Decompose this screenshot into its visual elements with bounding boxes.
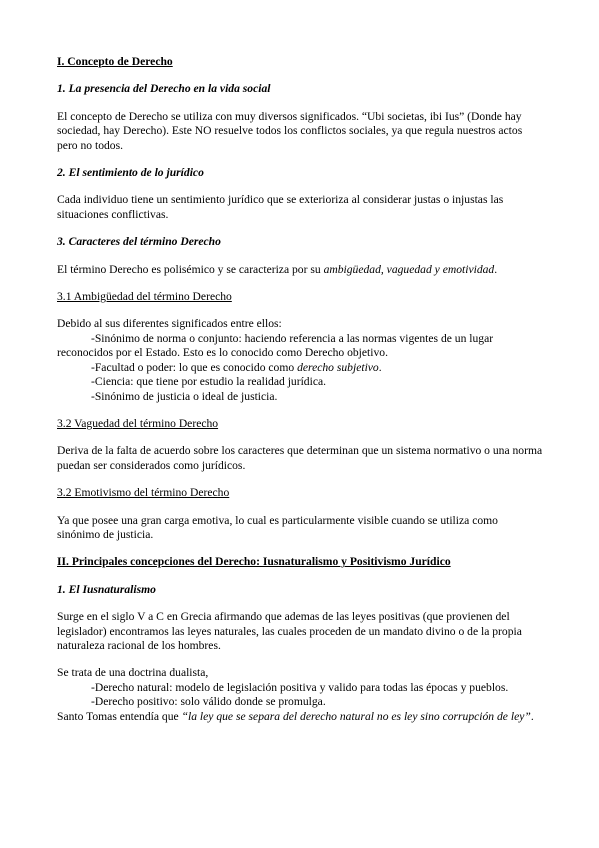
paragraph-sentimiento: Cada individuo tiene un sentimiento jurídico que se exterioriza al considerar justas o injustas las situaciones conflictivas. bbox=[57, 193, 504, 221]
section-title-concepto: I. Concepto de Derecho bbox=[57, 55, 173, 68]
subsection-title-presencia: 1. La presencia del Derecho en la vida social bbox=[57, 82, 271, 96]
document-page bbox=[57, 55, 543, 724]
subsection-title-ambiguedad: 3.1 Ambigüedad del término Derecho bbox=[57, 290, 232, 304]
subsection-title-caracteres: 3. Caracteres del término Derecho bbox=[57, 235, 221, 249]
subsection-title-emotivismo: 3.2 Emotivismo del término Derecho bbox=[57, 486, 230, 500]
paragraph-ambiguedad-intro: Debido al sus diferentes significados entre ellos: bbox=[57, 317, 282, 331]
santo-tomas-quote: “la ley que se separa del derecho natural no es ley sino corrupción de ley” bbox=[181, 709, 531, 723]
paragraph-santo-tomas bbox=[57, 710, 543, 724]
caracteres-text-a: El término Derecho es polisémico y se caracteriza por su bbox=[57, 262, 324, 276]
list-item-ambiguedad-3: -Ciencia: que tiene por estudio la realidad jurídica. bbox=[91, 375, 327, 389]
list-item-ambiguedad-4: -Sinónimo de justicia o ideal de justicia. bbox=[91, 389, 278, 403]
subsection-title-sentimiento: 2. El sentimiento de lo jurídico bbox=[57, 166, 204, 180]
section-title-concepciones: II. Principales concepciones del Derecho: Iusnaturalismo y Positivismo Jurídico bbox=[57, 555, 451, 569]
santo-tomas-text-b: . bbox=[530, 709, 534, 723]
subsection-title-iusnaturalismo: 1. El Iusnaturalismo bbox=[57, 582, 156, 596]
paragraph-vaguedad: Deriva de la falta de acuerdo sobre los caracteres que determinan que un sistema normativo o una norma puedan ser considerados como jurídicos. bbox=[57, 444, 543, 472]
ambiguedad-2-text-a: -Facultad o poder: lo que es conocido como bbox=[91, 360, 298, 374]
subsection-title-vaguedad: 3.2 Vaguedad del término Derecho bbox=[57, 416, 219, 430]
paragraph-dualista: Se trata de una doctrina dualista, bbox=[57, 666, 209, 680]
ambiguedad-2-text-b: . bbox=[378, 360, 382, 374]
list-item-dualista-2: -Derecho positivo: solo válido donde se promulga. bbox=[91, 695, 326, 709]
paragraph-caracteres bbox=[57, 263, 543, 277]
ambiguedad-2-emphasis: derecho subjetivo bbox=[297, 360, 379, 374]
list-item-ambiguedad-2 bbox=[57, 361, 543, 375]
santo-tomas-text-a: Santo Tomas entendía que bbox=[57, 709, 182, 723]
paragraph-presencia: El concepto de Derecho se utiliza con muy diversos significados. “Ubi societas, ibi Ius” (Donde hay sociedad, hay Derecho). Este NO resuelve todos los conflictos sociales, ya que regula nuestros actos pero no todos. bbox=[57, 109, 523, 152]
list-item-ambiguedad-1-cont: reconocidos por el Estado. Esto es lo conocido como Derecho objetivo. bbox=[57, 346, 388, 360]
list-item-ambiguedad-1: -Sinónimo de norma o conjunto: haciendo referencia a las normas vigentes de un lugar bbox=[91, 331, 494, 345]
paragraph-iusnaturalismo: Surge en el siglo V a C en Grecia afirmando que ademas de las leyes positivas (que provienen del legislador) encontramos las leyes naturales, las cuales proceden de un mandato divino o de la propia naturaleza racional de los hombres. bbox=[57, 610, 522, 652]
caracteres-text-b: . bbox=[494, 262, 498, 276]
list-item-dualista-1: -Derecho natural: modelo de legislación positiva y valido para todas las épocas y pueblos. bbox=[91, 680, 509, 694]
paragraph-emotivismo: Ya que posee una gran carga emotiva, lo cual es particularmente visible cuando se utiliza como sinónimo de justicia. bbox=[57, 513, 498, 541]
caracteres-emphasis: ambigüedad, vaguedad y emotividad bbox=[323, 262, 495, 276]
